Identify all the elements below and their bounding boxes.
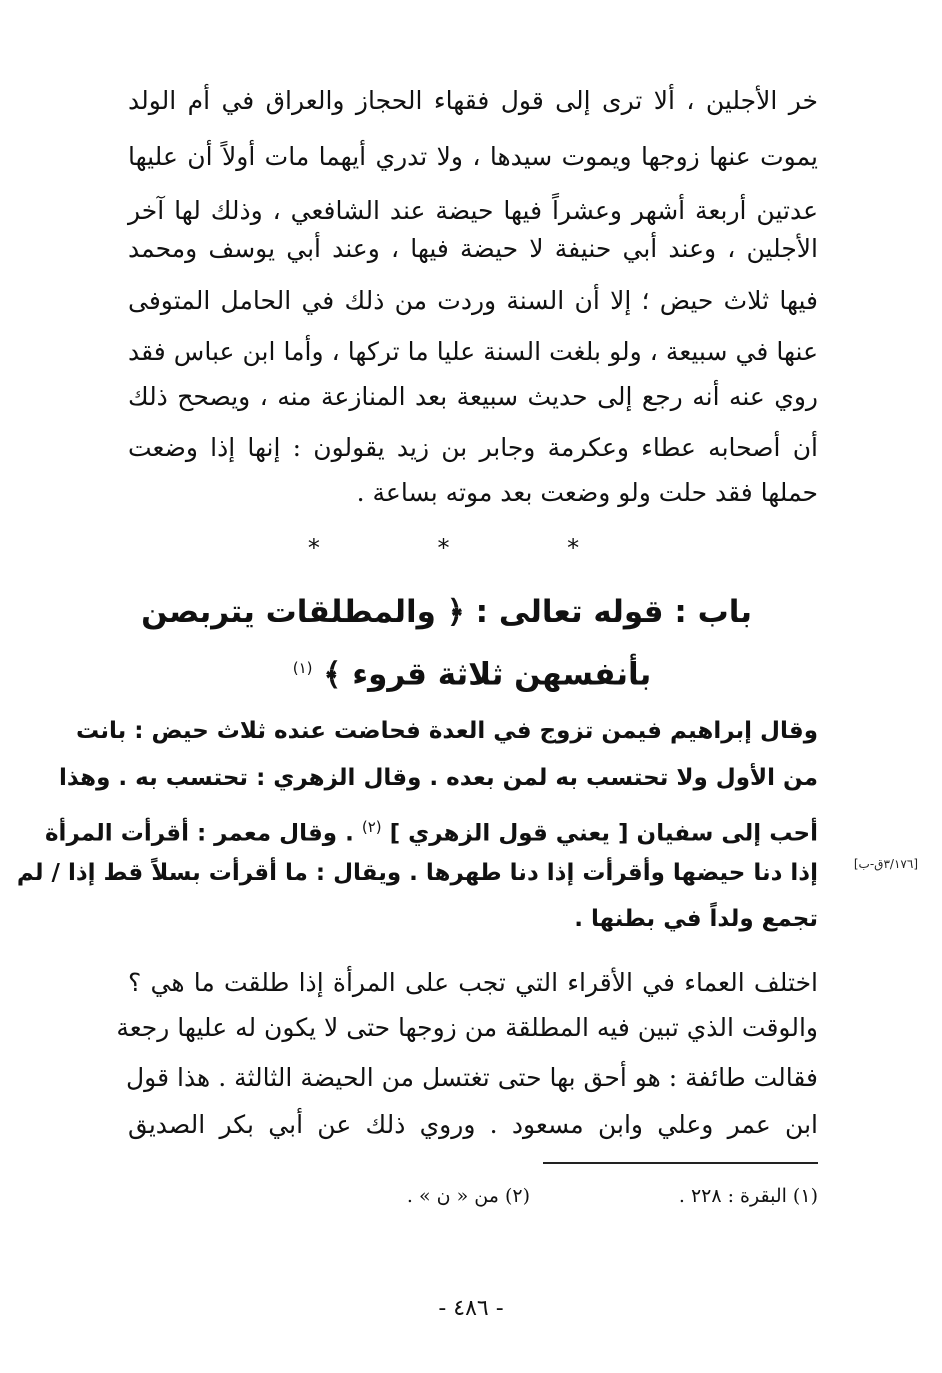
- text-line: والوقت الذي تبين فيه المطلقة من زوجها حتى لا يكون له عليها رجعة: [116, 1013, 818, 1042]
- chapter-heading-line-2: [192, 648, 752, 694]
- text-line: عنها في سبيعة ، ولو بلغت السنة عليا ما تركها ، وأما ابن عباس فقد: [128, 337, 818, 366]
- text-line: فيها ثلاث حيض ؛ إلا أن السنة وردت من ذلك في الحامل المتوفى: [128, 286, 818, 315]
- bold-text-line: إذا دنا حيضها وأقرأت إذا دنا طهرها . ويقال : ما أقرأت بسلاً قط إذا / لم: [16, 860, 818, 886]
- page-number: - ٤٨٦ -: [438, 1296, 504, 1321]
- text-line: ابن عمر وعلي وابن مسعود . وروي ذلك عن أبي بكر الصديق: [128, 1110, 818, 1139]
- text-line: أن أصحابه عطاء وعكرمة وجابر بن زيد يقولون : إنها إذا وضعت: [128, 433, 818, 462]
- text-line: عدتين أربعة أشهر وعشراً فيها حيضة عند الشافعي ، وذلك لها آخر: [128, 196, 818, 225]
- chapter-heading-text: بأنفسهن ثلاثة قروء ﴾: [323, 656, 652, 693]
- text-line: فقالت طائفة : هو أحق بها حتى تغتسل من الحيضة الثالثة . هذا قول: [126, 1063, 818, 1092]
- text-line: الأجلين ، وعند أبي حنيفة لا حيضة فيها ، وعند أبي يوسف ومحمد: [128, 234, 818, 263]
- footnote-ref-1: (١): [292, 659, 313, 677]
- text-line: حملها فقد حلت ولو وضعت بعد موته بساعة .: [356, 478, 818, 507]
- footnote-2: (٢) من « ن » .: [406, 1185, 530, 1207]
- manuscript-margin-note: [٣/١٧٦ق-ب]: [853, 857, 918, 871]
- bold-text-line: تجمع ولداً في بطنها .: [574, 906, 818, 932]
- text-line: اختلف العماء في الأقراء التي تجب على المرأة إذا طلقت ما هي ؟: [128, 968, 818, 997]
- footnote-ref-2: (٢): [361, 818, 382, 836]
- footnote-1: (١) البقرة : ٢٢٨ .: [678, 1185, 818, 1207]
- text-line: روي عنه أنه رجع إلى حديث سبيعة بعد المنازعة منه ، ويصحح ذلك: [128, 382, 818, 411]
- text-line: يموت عنها زوجها ويموت سيدها ، ولا تدري أيهما مات أولاً أن عليها: [128, 142, 818, 171]
- footnote-divider: [543, 1162, 818, 1164]
- bold-text-line: وقال إبراهيم فيمن تزوج في العدة فحاضت عنده ثلاث حيض : بانت: [75, 718, 818, 744]
- bold-text-line: [44, 812, 818, 849]
- bold-text-line: من الأول ولا تحتسب به لمن بعده . وقال الزهري : تحتسب به . وهذا: [58, 765, 818, 791]
- text-line: خر الأجلين ، ألا ترى إلى قول فقهاء الحجاز والعراق في أم الولد: [128, 86, 818, 115]
- section-separator: * * *: [307, 534, 635, 562]
- chapter-heading-line-1: باب : قوله تعالى : ﴿ والمطلقات يتربصن: [141, 594, 752, 630]
- bold-text-segment: أحب إلى سفيان [ يعني قول الزهري ]: [389, 820, 818, 847]
- bold-text-segment: . وقال معمر : أقرأت المرأة: [44, 820, 354, 847]
